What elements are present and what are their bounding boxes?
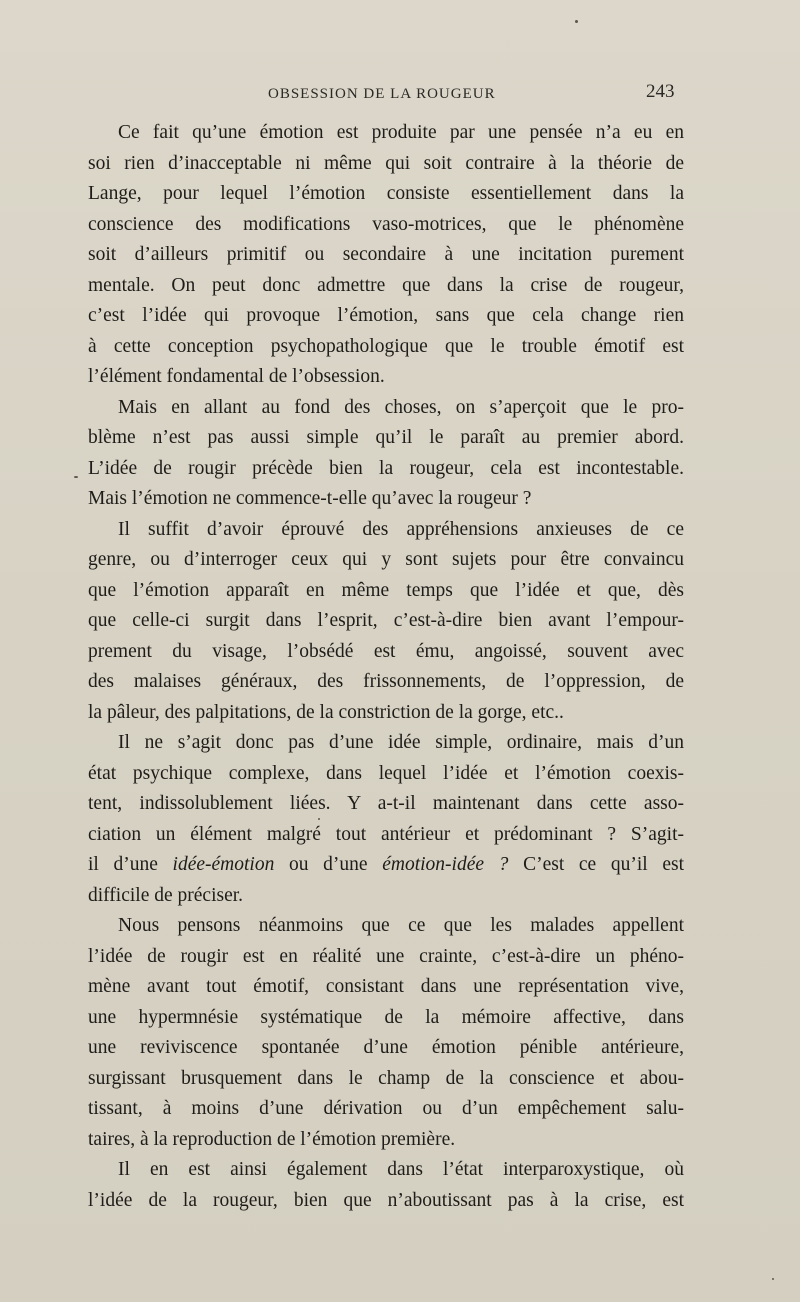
text-line: conscience des modifications vaso-motrices, que le phénomène: [88, 213, 684, 235]
text-line: taires, à la reproduction de l’émotion première.: [88, 1128, 456, 1150]
text-line: la pâleur, des palpitations, de la constriction de la gorge, etc..: [88, 701, 564, 723]
text-line: une hypermnésie systématique de la mémoire affective, dans: [88, 1006, 684, 1028]
text-line: surgissant brusquement dans le champ de la conscience et abou-: [88, 1067, 684, 1089]
text-line: que l’émotion apparaît en même temps que l’idée et que, dès: [88, 579, 684, 601]
margin-speck: [74, 476, 78, 478]
margin-speck: [318, 818, 320, 820]
text-line: tent, indissolublement liées. Y a-t-il maintenant dans cette asso-: [88, 793, 684, 814]
text-line: que celle-ci surgit dans l’esprit, c’est-à-dire bien avant l’empour-: [88, 610, 684, 631]
running-title: OBSESSION DE LA ROUGEUR: [268, 86, 496, 102]
text-line: Nous pensons néanmoins que ce que les malades appellent: [118, 915, 684, 936]
text-line: L’idée de rougir précède bien la rougeur, cela est incontestable.: [88, 457, 684, 479]
text-line: une reviviscence spontanée d’une émotion pénible antérieure,: [88, 1037, 684, 1058]
text-line: difficile de préciser.: [88, 884, 244, 906]
text-line: Il ne s’agit donc pas d’une idée simple, ordinaire, mais d’un: [118, 732, 684, 753]
text-line: blème n’est pas aussi simple qu’il le paraît au premier abord.: [88, 427, 684, 448]
italic-term: idée-émotion: [172, 854, 275, 875]
text-segment: il d’une: [88, 854, 173, 875]
text-line: c’est l’idée qui provoque l’émotion, sans que cela change rien: [88, 305, 684, 326]
text-line: soi rien d’inacceptable ni même qui soit contraire à la théorie de: [88, 152, 684, 174]
text-line: Mais en allant au fond des choses, on s’aperçoit que le pro-: [118, 396, 684, 418]
text-line: Mais l’émotion ne commence-t-elle qu’avec la rougeur ?: [88, 488, 532, 509]
text-line: l’idée de rougir est en réalité une crainte, c’est-à-dire un phéno-: [88, 945, 684, 967]
text-line: l’idée de la rougeur, bien que n’aboutissant pas à la crise, est: [88, 1189, 684, 1211]
text-segment: C’est ce qu’il est: [508, 854, 685, 875]
text-line: prement du visage, l’obsédé est ému, angoissé, souvent avec: [88, 640, 684, 662]
text-line: genre, ou d’interroger ceux qui y sont sujets pour être convaincu: [88, 549, 684, 570]
text-line: ciation un élément malgré tout antérieur et prédominant ? S’agit-: [88, 823, 684, 845]
text-line: Lange, pour lequel l’émotion consiste essentiellement dans la: [88, 183, 684, 204]
body-text: [88, 118, 684, 1216]
text-line: Ce fait qu’une émotion est produite par une pensée n’a eu en: [118, 122, 684, 143]
text-line: état psychique complexe, dans lequel l’idée et l’émotion coexis-: [88, 762, 684, 784]
text-line: [88, 850, 684, 881]
text-line: à cette conception psychopathologique que le trouble émotif est: [88, 335, 684, 357]
text-line: tissant, à moins d’une dérivation ou d’un empêchement salu-: [88, 1098, 684, 1119]
text-line: mène avant tout émotif, consistant dans une représentation vive,: [88, 976, 684, 997]
margin-speck: [575, 20, 578, 23]
text-line: Il en est ainsi également dans l’état interparoxystique, où: [118, 1159, 684, 1180]
text-line: mentale. On peut donc admettre que dans la crise de rougeur,: [88, 274, 684, 296]
text-line: l’élément fondamental de l’obsession.: [88, 366, 385, 387]
text-segment: ou d’une: [274, 854, 383, 875]
text-line: Il suffit d’avoir éprouvé des appréhensions anxieuses de ce: [118, 518, 684, 540]
italic-term: émotion-idée ?: [382, 854, 509, 875]
page-number: 243: [646, 81, 675, 102]
margin-speck: [772, 1278, 774, 1280]
text-line: des malaises généraux, des frissonnements, de l’oppression, de: [88, 671, 684, 692]
text-line: soit d’ailleurs primitif ou secondaire à une incitation purement: [88, 244, 684, 265]
